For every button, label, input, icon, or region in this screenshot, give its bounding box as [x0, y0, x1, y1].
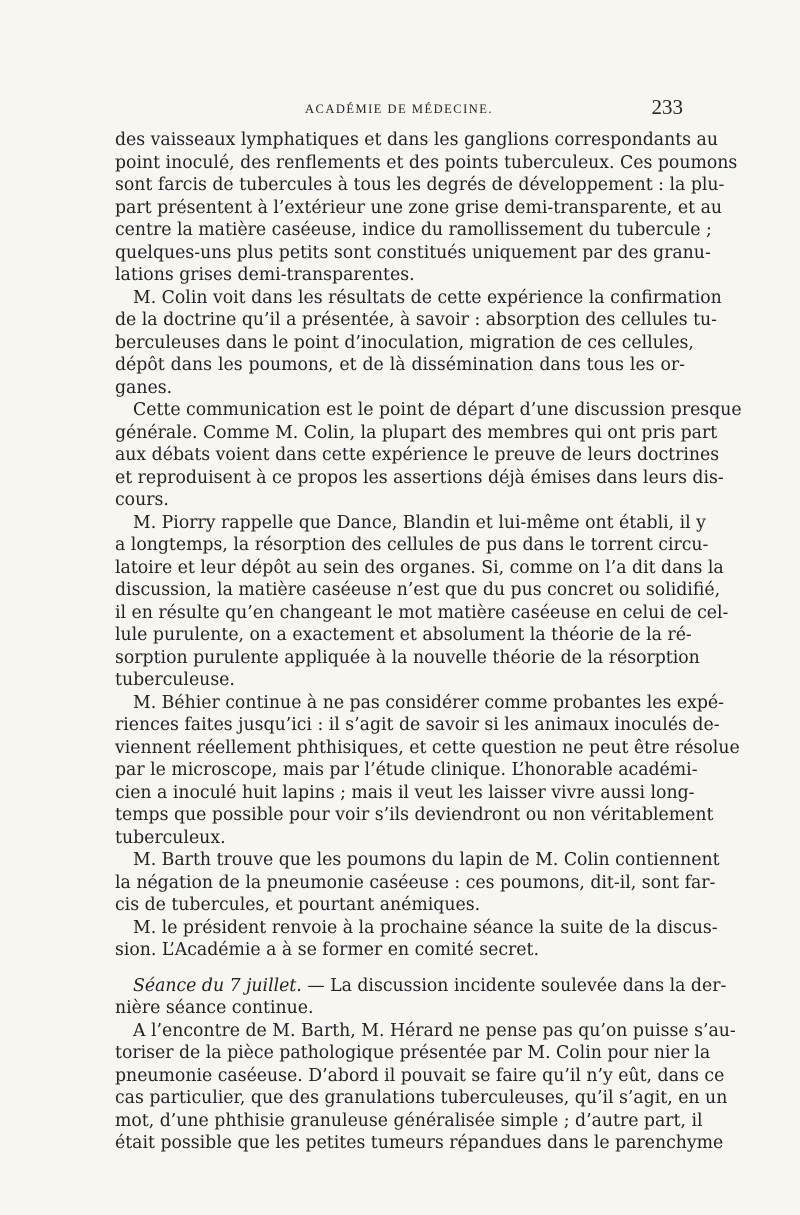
text-line: viennent réellement phthisiques, et cette question ne peut être résolue	[115, 737, 740, 758]
text-line: — La discussion incidente soulevée dans la der-	[307, 975, 727, 996]
text-line: quelques-uns plus petits sont constitués uniquement par des granu-	[115, 242, 711, 263]
text-line: sion. L’Académie a à se former en comité secret.	[115, 940, 539, 960]
page-header	[113, 90, 685, 120]
text-line: M. le président renvoie à la prochaine séance la suite de la discus-	[133, 917, 718, 938]
text-line: cours.	[115, 490, 169, 510]
text-line: centre la matière caséeuse, indice du ramollissement du tubercule ;	[115, 220, 712, 240]
text-line: riences faites jusqu’ici : il s’agit de savoir si les animaux inoculés de-	[115, 715, 720, 735]
text-line: Cette communication est le point de départ d’une discussion presque	[133, 400, 742, 420]
text-line: tuberculeuse.	[115, 670, 235, 690]
page-number: 233	[651, 95, 683, 119]
text-line: lations grises demi-transparentes.	[115, 265, 415, 285]
text-line: générale. Comme M. Colin, la plupart des membres qui ont pris part	[115, 422, 718, 443]
text-line: des vaisseaux lymphatiques et dans les ganglions correspondants au	[115, 130, 718, 150]
text-line: pneumonie caséeuse. D’abord il pouvait se faire qu’il n’y eût, dans ce	[115, 1065, 725, 1086]
text-line: dépôt dans les poumons, et de là dissémination dans tous les or-	[115, 355, 685, 375]
text-line: part présentent à l’extérieur une zone grise demi-transparente, et au	[115, 197, 723, 218]
text-line: cis de tubercules, et pourtant anémiques.	[115, 895, 481, 915]
text-line: par le microscope, mais par l’étude clinique. L’honorable académi-	[115, 760, 698, 780]
text-line: M. Piorry rappelle que Dance, Blandin et lui-même ont établi, il y	[133, 512, 706, 533]
text-line: était possible que les petites tumeurs répandues dans le parenchyme	[115, 1133, 724, 1153]
text-line: tuberculeux.	[115, 827, 226, 848]
text-line: de la doctrine qu’il a présentée, à savoir : absorption des cellules tu-	[115, 310, 717, 330]
body-text	[115, 129, 742, 1155]
text-line: cas particulier, que des granulations tuberculeuses, qu’il s’agit, en un	[115, 1088, 728, 1108]
running-head: ACADÉMIE DE MÉDECINE.	[304, 102, 494, 116]
text-line: A l’encontre de M. Barth, M. Hérard ne pense pas qu’on puisse s’au-	[133, 1020, 736, 1041]
text-line: nière séance continue.	[115, 998, 314, 1018]
text-line: latoire et leur dépôt au sein des organes. Si, comme on l’a dit dans la	[115, 557, 724, 578]
text-line: cien a inoculé huit lapins ; mais il veut les laisser vivre aussi long-	[115, 782, 695, 803]
text-line: M. Barth trouve que les poumons du lapin de M. Colin contiennent	[133, 850, 720, 870]
text-line: temps que possible pour voir s’ils deviendront ou non véritablement	[115, 805, 714, 825]
text-line: a longtemps, la résorption des cellules de pus dans le torrent circu-	[115, 535, 709, 555]
text-line: aux débats voient dans cette expérience le preuve de leurs doctrines	[115, 445, 720, 465]
text-line: point inoculé, des renflements et des points tuberculeux. Ces poumons	[115, 152, 738, 173]
text-line: lule purulente, on a exactement et absolument la théorie de la ré-	[115, 625, 692, 645]
text-line: M. Béhier continue à ne pas considérer comme probantes les expé-	[133, 692, 724, 713]
text-line: et reproduisent à ce propos les assertions déjà émises dans leurs dis-	[115, 467, 724, 488]
text-line: toriser de la pièce pathologique présentée par M. Colin pour nier la	[115, 1043, 711, 1063]
text-line: sont farcis de tubercules à tous les degrés de développement : la plu-	[115, 175, 725, 195]
text-line: sorption purulente appliquée à la nouvelle théorie de la résorption	[115, 647, 700, 668]
text-line: berculeuses dans le point d’inoculation, migration de ces cellules,	[115, 332, 694, 353]
text-line: M. Colin voit dans les résultats de cette expérience la confirmation	[133, 287, 722, 308]
text-line: ganes.	[115, 377, 173, 398]
text-line: la négation de la pneumonie caséeuse : ces poumons, dit-il, sont far-	[115, 872, 716, 893]
text-line: mot, d’une phthisie granuleuse généralisée simple ; d’autre part, il	[115, 1110, 703, 1131]
text-line: discussion, la matière caséeuse n’est que du pus concret ou solidifié,	[115, 580, 721, 600]
text-line: il en résulte qu’en changeant le mot matière caséeuse en celui de cel-	[115, 602, 729, 623]
session-date: Séance du 7 juillet.	[133, 975, 302, 996]
session-heading-line	[115, 975, 727, 998]
